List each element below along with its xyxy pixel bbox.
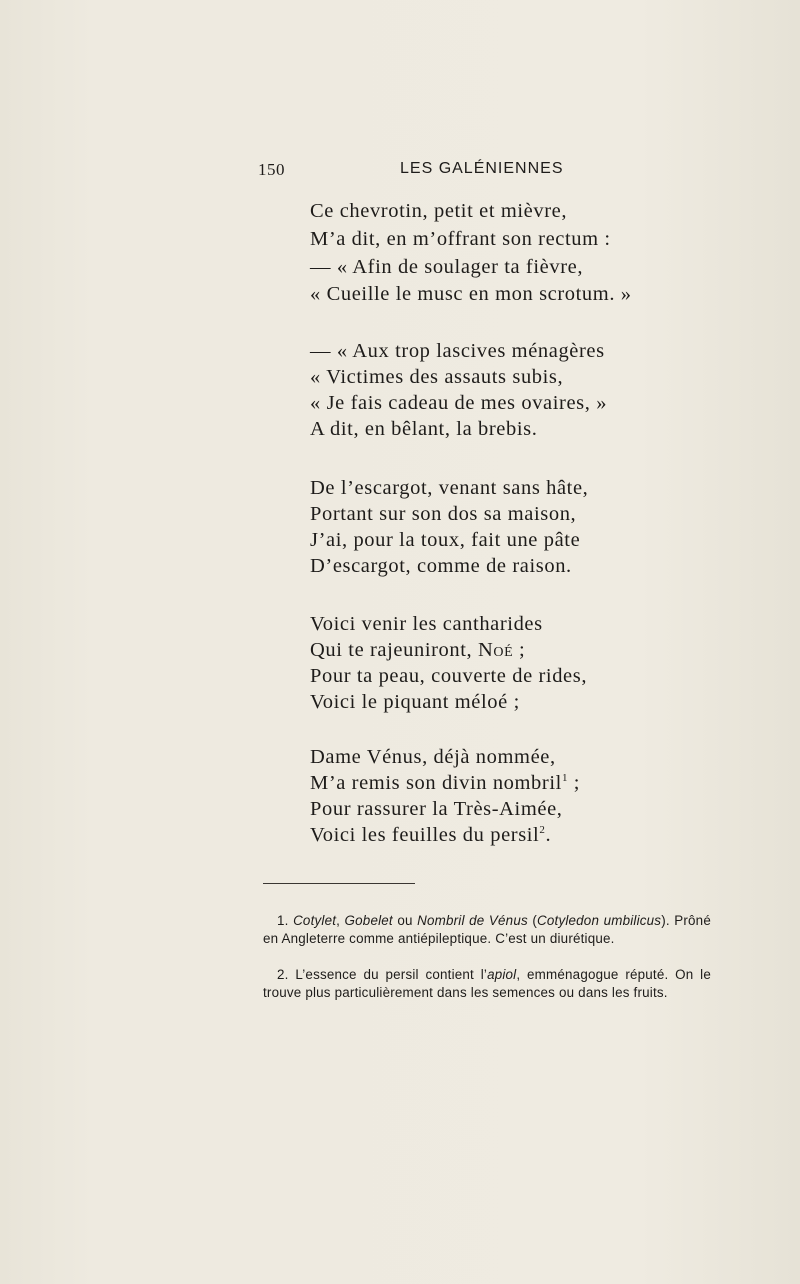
footnote-italic: Gobelet	[344, 913, 393, 928]
poem-line: — « Aux trop lascives ménagères	[310, 340, 605, 362]
poem-line-punct: ;	[568, 772, 581, 794]
poem-line-punct: ;	[513, 639, 526, 661]
poem-line: — « Afin de soulager ta fièvre,	[310, 256, 584, 278]
poem-line: « Cueille le musc en mon scrotum. »	[310, 283, 632, 305]
footnote-italic: Cotylet	[293, 913, 337, 928]
footnote-italic: Cotyledon umbilicus	[537, 913, 662, 928]
footnote-number: 1.	[277, 913, 289, 928]
poem-line: Dame Vénus, déjà nommée,	[310, 746, 556, 768]
footnote-italic: Nombril de Vénus	[417, 913, 528, 928]
poem-line: « Victimes des assauts subis,	[310, 366, 564, 388]
footnote-number: 2.	[277, 967, 289, 982]
poem-line: D’escargot, comme de raison.	[310, 555, 572, 577]
footnote-text: , emménagogue réputé. On le trouve plus particulièrement dans les semences ou dans les fruits.	[263, 967, 712, 1000]
poem-line	[310, 639, 525, 662]
footnote-2	[263, 966, 711, 1002]
poem-line	[310, 772, 580, 795]
poem-line: Ce chevrotin, petit et mièvre,	[310, 200, 568, 222]
poem-line: « Je fais cadeau de mes ovaires, »	[310, 392, 608, 414]
footnote-1	[263, 912, 711, 948]
poem-line: De l’escargot, venant sans hâte,	[310, 477, 589, 499]
poem-line: Voici venir les cantharides	[310, 613, 543, 635]
poem-line	[310, 824, 551, 847]
poem-line-text: Qui te rajeuniront,	[310, 639, 478, 661]
poem-line: J’ai, pour la toux, fait une pâte	[310, 529, 581, 551]
small-caps-name: Noé	[477, 639, 514, 661]
poem-line-punct: .	[545, 824, 552, 846]
poem-line: Pour rassurer la Très-Aimée,	[310, 798, 563, 820]
footnote-text: L’essence du persil contient l’	[295, 967, 488, 982]
footnote-text: (	[527, 913, 537, 928]
footnote-italic: apiol	[487, 967, 517, 982]
poem-line-text: Voici les feuilles du persil	[310, 824, 540, 846]
poem-line: Pour ta peau, couverte de rides,	[310, 665, 588, 687]
poem-line: Voici le piquant méloé ;	[310, 691, 520, 713]
running-title: LES GALÉNIENNES	[400, 160, 564, 177]
footnote-text: ). Prôné en Angleterre comme antiépileptique. C’est un diurétique.	[263, 913, 711, 946]
page-number: 150	[258, 160, 285, 179]
poem-line: A dit, en bêlant, la brebis.	[310, 418, 538, 440]
footnote-text: ou	[392, 913, 418, 928]
poem-line: Portant sur son dos sa maison,	[310, 503, 577, 525]
footnote-divider	[263, 883, 415, 884]
footnote-ref: 1	[561, 772, 569, 785]
poem-line: M’a dit, en m’offrant son rectum :	[310, 228, 611, 250]
poem-line-text: M’a remis son divin nombril	[310, 772, 562, 794]
footnote-text: ,	[336, 913, 345, 928]
footnote-ref: 2	[539, 824, 546, 837]
